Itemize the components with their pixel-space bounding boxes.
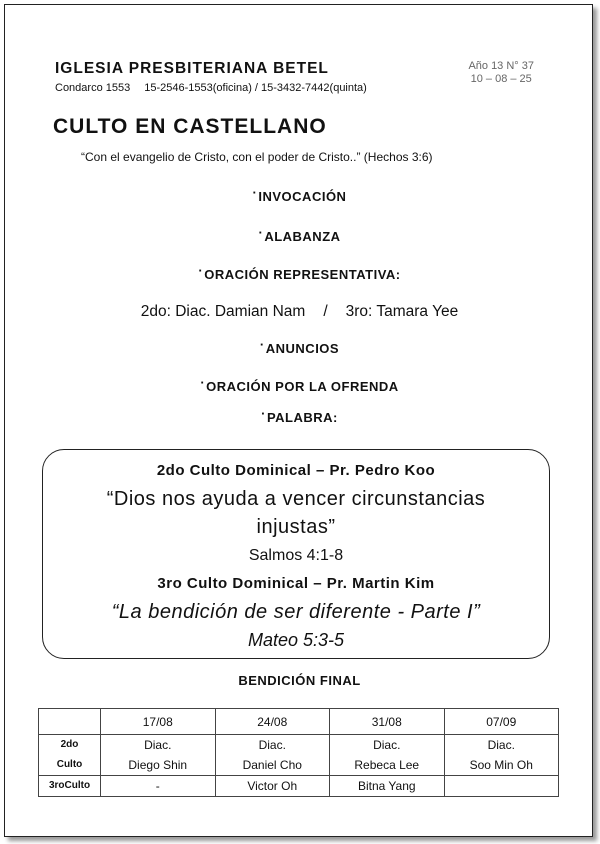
schedule-cell: Diac. Rebeca Lee [330, 735, 445, 776]
schedule-cell: Diac. Diego Shin [101, 735, 216, 776]
sermon-2do-heading: 2do Culto Dominical – Pr. Pedro Koo [156, 462, 436, 479]
church-contact [55, 82, 367, 94]
sermon-3ro-title: “La bendición de ser diferente - Parte I” [111, 601, 481, 623]
prayer-separator: / [323, 303, 328, 320]
section-offering-prayer: ·ORACIÓN POR LA OFRENDA [200, 375, 399, 394]
sermon-3ro-passage: Mateo 5:3-5 [247, 630, 345, 650]
sermon-box [42, 449, 550, 659]
prayer-2do: 2do: Diac. Damian Nam [140, 303, 306, 320]
church-name: IGLESIA PRESBITERIANA BETEL [55, 60, 329, 77]
schedule-corner-cell [39, 709, 101, 735]
service-title: CULTO EN CASTELLANO [53, 115, 327, 138]
prayer-3ro: 3ro: Tamara Yee [345, 303, 459, 320]
bullet-mark: · [259, 337, 265, 352]
schedule-row-2do [39, 735, 559, 776]
church-phones: 15-2546-1553(oficina) / 15-3432-7442(quinta) [144, 82, 367, 94]
service-verse: “Con el evangelio de Cristo, con el poder de Cristo..” (Hechos 3:6) [81, 150, 433, 164]
prayer-leaders [5, 303, 594, 321]
section-word: ·PALABRA: [261, 406, 338, 425]
schedule-date: 07/09 [444, 709, 559, 735]
section-prayer: ·ORACIÓN REPRESENTATIVA: [198, 263, 401, 282]
section-benediction: BENDICIÓN FINAL [238, 673, 361, 688]
schedule-date: 17/08 [101, 709, 216, 735]
bulletin-page [4, 4, 593, 837]
bullet-mark: · [258, 225, 264, 240]
service-schedule-table [38, 708, 559, 797]
section-announcements: ·ANUNCIOS [259, 337, 340, 356]
schedule-cell: Diac. Daniel Cho [215, 735, 330, 776]
schedule-cell: Bitna Yang [330, 776, 445, 797]
issue-date: 10 – 08 – 25 [470, 73, 532, 85]
schedule-row-3ro [39, 776, 559, 797]
section-invocation: ·INVOCACIÓN [252, 185, 347, 204]
schedule-date: 31/08 [330, 709, 445, 735]
bullet-mark: · [200, 375, 206, 390]
sermon-2do-passage: Salmos 4:1-8 [248, 547, 344, 564]
bullet-mark: · [198, 263, 204, 278]
schedule-cell: Victor Oh [215, 776, 330, 797]
schedule-row-label: 3roCulto [39, 776, 101, 797]
schedule-header-row [39, 709, 559, 735]
section-praise: ·ALABANZA [258, 225, 341, 244]
schedule-cell [444, 776, 559, 797]
schedule-cell: Diac. Soo Min Oh [444, 735, 559, 776]
schedule-cell: - [101, 776, 216, 797]
sermon-3ro-heading: 3ro Culto Dominical – Pr. Martin Kim [157, 575, 435, 592]
issue-info [468, 60, 534, 86]
sermon-2do-title-line2: injustas” [256, 516, 336, 538]
bullet-mark: · [261, 406, 266, 421]
schedule-date: 24/08 [215, 709, 330, 735]
schedule-row-label: 2do Culto [39, 735, 101, 776]
bullet-mark: · [252, 185, 258, 200]
sermon-2do-title-line1: “Dios nos ayuda a vencer circunstancias [106, 488, 486, 510]
issue-number: Año 13 N° 37 [468, 60, 534, 72]
church-address: Condarco 1553 [55, 82, 131, 94]
